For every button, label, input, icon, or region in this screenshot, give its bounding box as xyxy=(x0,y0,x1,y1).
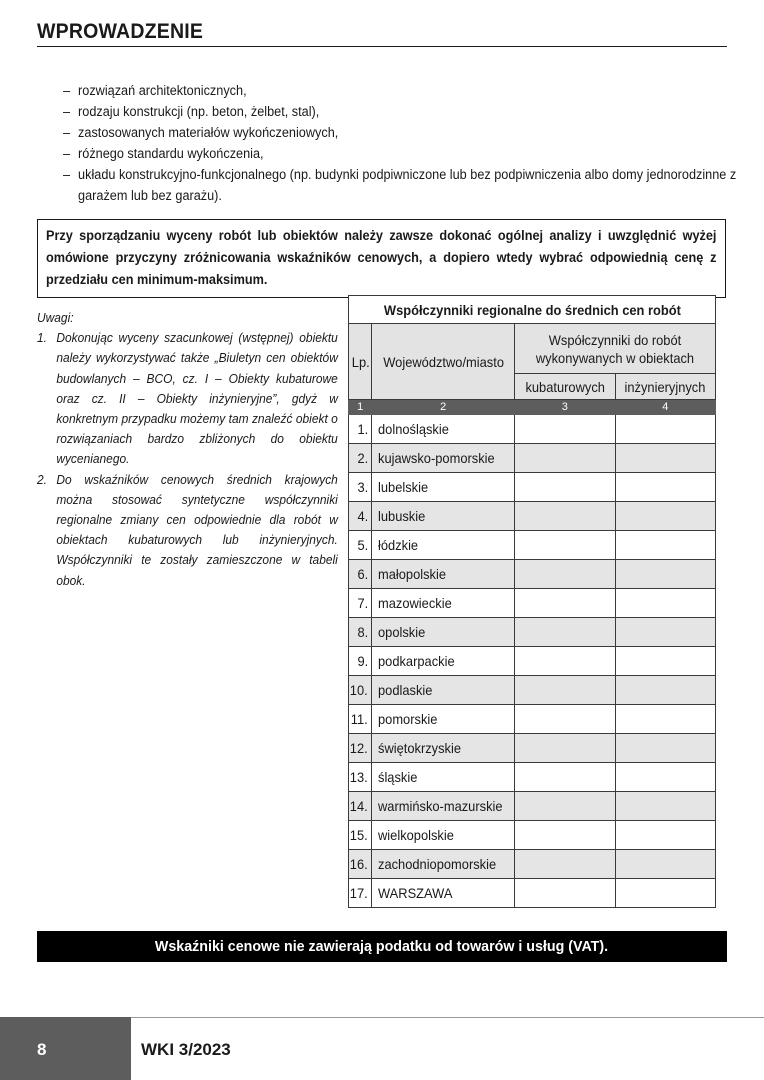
bullet-text: rodzaju konstrukcji (np. beton, żelbet, stal), xyxy=(78,104,320,119)
region-name: dolnośląskie xyxy=(372,415,514,444)
bullet-item xyxy=(63,101,741,122)
coefficient-inzynieryjne-cell xyxy=(615,415,715,444)
region-name: lubuskie xyxy=(372,502,514,531)
table-title: Współczynniki regionalne do średnich cen robót xyxy=(349,296,716,324)
coefficient-inzynieryjne-cell xyxy=(615,821,715,850)
bullet-dash: – xyxy=(63,167,71,182)
bullet-dash: – xyxy=(63,125,71,140)
table-row xyxy=(349,531,716,560)
note-text: Do wskaźników cenowych średnich krajowych można stosować syntetyczne współczynniki regionalne zmiany cen odpowiednie dla robót w obiektach kubaturowych lub inżynieryjnych. Współczynniki te zostały zamieszczone w tabeli obok. xyxy=(56,471,338,588)
table-row xyxy=(349,676,716,705)
row-number: 14. xyxy=(349,792,372,821)
note-number: 1. xyxy=(37,330,47,346)
row-number: 13. xyxy=(349,763,372,792)
region-name: podlaskie xyxy=(372,676,514,705)
coefficient-kubaturowe-cell xyxy=(514,444,615,473)
column-number: 1 xyxy=(349,400,372,415)
coefficient-kubaturowe-cell xyxy=(514,415,615,444)
row-number: 1. xyxy=(349,415,372,444)
coefficient-inzynieryjne-cell xyxy=(615,676,715,705)
bullet-item xyxy=(63,80,741,101)
column-number: 3 xyxy=(514,400,615,415)
table-row xyxy=(349,850,716,879)
coefficient-kubaturowe-cell xyxy=(514,502,615,531)
region-name: małopolskie xyxy=(372,560,514,589)
bullet-text: różnego standardu wykończenia, xyxy=(78,146,264,161)
coefficient-kubaturowe-cell xyxy=(514,734,615,763)
region-name: kujawsko-pomorskie xyxy=(372,444,514,473)
page-title: WPROWADZENIE xyxy=(37,20,204,43)
column-number: 2 xyxy=(372,400,514,415)
column-header-region: Województwo/miasto xyxy=(372,324,514,400)
bullet-text: zastosowanych materiałów wykończeniowych, xyxy=(78,125,339,140)
vat-notice-text: Wskaźniki cenowe nie zawierają podatku od towarów i usług (VAT). xyxy=(155,938,609,955)
bullet-list xyxy=(63,80,737,206)
coefficient-kubaturowe-cell xyxy=(514,821,615,850)
row-number: 9. xyxy=(349,647,372,676)
regional-coefficients-table xyxy=(348,295,716,908)
table-row xyxy=(349,502,716,531)
table-row xyxy=(349,734,716,763)
table-row xyxy=(349,415,716,444)
bullet-item xyxy=(63,164,741,206)
row-number: 15. xyxy=(349,821,372,850)
coefficient-inzynieryjne-cell xyxy=(615,473,715,502)
table-row xyxy=(349,705,716,734)
region-name: śląskie xyxy=(372,763,514,792)
coefficient-kubaturowe-cell xyxy=(514,473,615,502)
coefficient-inzynieryjne-cell xyxy=(615,879,715,908)
region-name: opolskie xyxy=(372,618,514,647)
coefficient-kubaturowe-cell xyxy=(514,792,615,821)
coefficient-inzynieryjne-cell xyxy=(615,850,715,879)
coefficient-kubaturowe-cell xyxy=(514,850,615,879)
row-number: 16. xyxy=(349,850,372,879)
note-item xyxy=(37,328,338,469)
region-name: wielkopolskie xyxy=(372,821,514,850)
bullet-text: układu konstrukcyjno-funkcjonalnego (np. budynki podpiwniczone lub bez podpiwniczenia albo domy jednorodzinne z garażem lub bez garażu). xyxy=(78,167,737,203)
region-name: mazowieckie xyxy=(372,589,514,618)
coefficient-kubaturowe-cell xyxy=(514,676,615,705)
notice-box xyxy=(37,219,726,298)
coefficient-inzynieryjne-cell xyxy=(615,705,715,734)
bullet-dash: – xyxy=(63,146,71,161)
row-number: 10. xyxy=(349,676,372,705)
notice-text: Przy sporządzaniu wyceny robót lub obiektów należy zawsze dokonać ogólnej analizy i uwzględnić wyżej omówione przyczyny zróżnicowania wskaźników cenowych, a dopiero wtedy wybrać odpowiednią cenę z przedziału cen minimum-maksimum. xyxy=(46,228,717,287)
title-rule xyxy=(37,46,727,47)
table-row xyxy=(349,618,716,647)
row-number: 17. xyxy=(349,879,372,908)
column-header-group: Współczynniki do robót wykonywanych w obiektach xyxy=(514,324,715,374)
coefficient-inzynieryjne-cell xyxy=(615,502,715,531)
coefficient-kubaturowe-cell xyxy=(514,560,615,589)
region-name: zachodniopomorskie xyxy=(372,850,514,879)
coefficient-kubaturowe-cell xyxy=(514,879,615,908)
column-number: 4 xyxy=(615,400,715,415)
region-name: lubelskie xyxy=(372,473,514,502)
region-name: warmińsko-mazurskie xyxy=(372,792,514,821)
coefficient-inzynieryjne-cell xyxy=(615,444,715,473)
page-number: 8 xyxy=(37,1040,47,1059)
bullet-dash: – xyxy=(63,83,71,98)
region-name: łódzkie xyxy=(372,531,514,560)
coefficient-kubaturowe-cell xyxy=(514,618,615,647)
note-text: Dokonując wyceny szacunkowej (wstępnej) obiektu należy wykorzystywać także „Biuletyn cen obiektów budowlanych – BCO, cz. I – Obiekty kubaturowe oraz cz. II – Obiekty inżynieryjne”, gdyż w konkretnym przypadku możemy tam znaleźć obiekt o rozwiązaniach bardzo zbliżonych do obiektu wycenianego. xyxy=(56,330,338,467)
note-number: 2. xyxy=(37,471,47,487)
row-number: 5. xyxy=(349,531,372,560)
region-name: podkarpackie xyxy=(372,647,514,676)
column-number-row xyxy=(349,400,716,415)
table-row xyxy=(349,879,716,908)
table-row xyxy=(349,792,716,821)
coefficient-inzynieryjne-cell xyxy=(615,763,715,792)
region-name: pomorskie xyxy=(372,705,514,734)
table-row xyxy=(349,560,716,589)
column-header-inzynieryjnych: inżynieryjnych xyxy=(615,374,715,400)
vat-notice-bar xyxy=(37,931,727,962)
table-row xyxy=(349,647,716,676)
coefficient-inzynieryjne-cell xyxy=(615,531,715,560)
table-row xyxy=(349,589,716,618)
note-item xyxy=(37,470,338,591)
notes-heading: Uwagi: xyxy=(37,310,74,325)
coefficient-kubaturowe-cell xyxy=(514,763,615,792)
coefficient-inzynieryjne-cell xyxy=(615,647,715,676)
notes-list xyxy=(37,328,338,591)
column-header-kubaturowych: kubaturowych xyxy=(514,374,615,400)
bullet-text: rozwiązań architektonicznych, xyxy=(78,83,247,98)
region-name: WARSZAWA xyxy=(372,879,514,908)
bullet-item xyxy=(63,122,741,143)
row-number: 12. xyxy=(349,734,372,763)
row-number: 3. xyxy=(349,473,372,502)
row-number: 4. xyxy=(349,502,372,531)
row-number: 2. xyxy=(349,444,372,473)
footer-page-number-block xyxy=(0,1017,131,1080)
coefficient-kubaturowe-cell xyxy=(514,589,615,618)
coefficient-kubaturowe-cell xyxy=(514,531,615,560)
column-header-lp: Lp. xyxy=(349,324,372,400)
row-number: 6. xyxy=(349,560,372,589)
footer-rule xyxy=(131,1017,764,1018)
coefficient-kubaturowe-cell xyxy=(514,705,615,734)
table-row xyxy=(349,763,716,792)
table-row xyxy=(349,473,716,502)
coefficient-kubaturowe-cell xyxy=(514,647,615,676)
coefficient-inzynieryjne-cell xyxy=(615,560,715,589)
row-number: 8. xyxy=(349,618,372,647)
region-name: świętokrzyskie xyxy=(372,734,514,763)
coefficient-inzynieryjne-cell xyxy=(615,618,715,647)
coefficient-inzynieryjne-cell xyxy=(615,792,715,821)
table-row xyxy=(349,444,716,473)
row-number: 11. xyxy=(349,705,372,734)
table-row xyxy=(349,821,716,850)
bullet-item xyxy=(63,143,741,164)
publication-label: WKI 3/2023 xyxy=(141,1040,231,1059)
notes-section xyxy=(37,308,337,591)
bullet-dash: – xyxy=(63,104,71,119)
coefficient-inzynieryjne-cell xyxy=(615,589,715,618)
coefficient-inzynieryjne-cell xyxy=(615,734,715,763)
row-number: 7. xyxy=(349,589,372,618)
